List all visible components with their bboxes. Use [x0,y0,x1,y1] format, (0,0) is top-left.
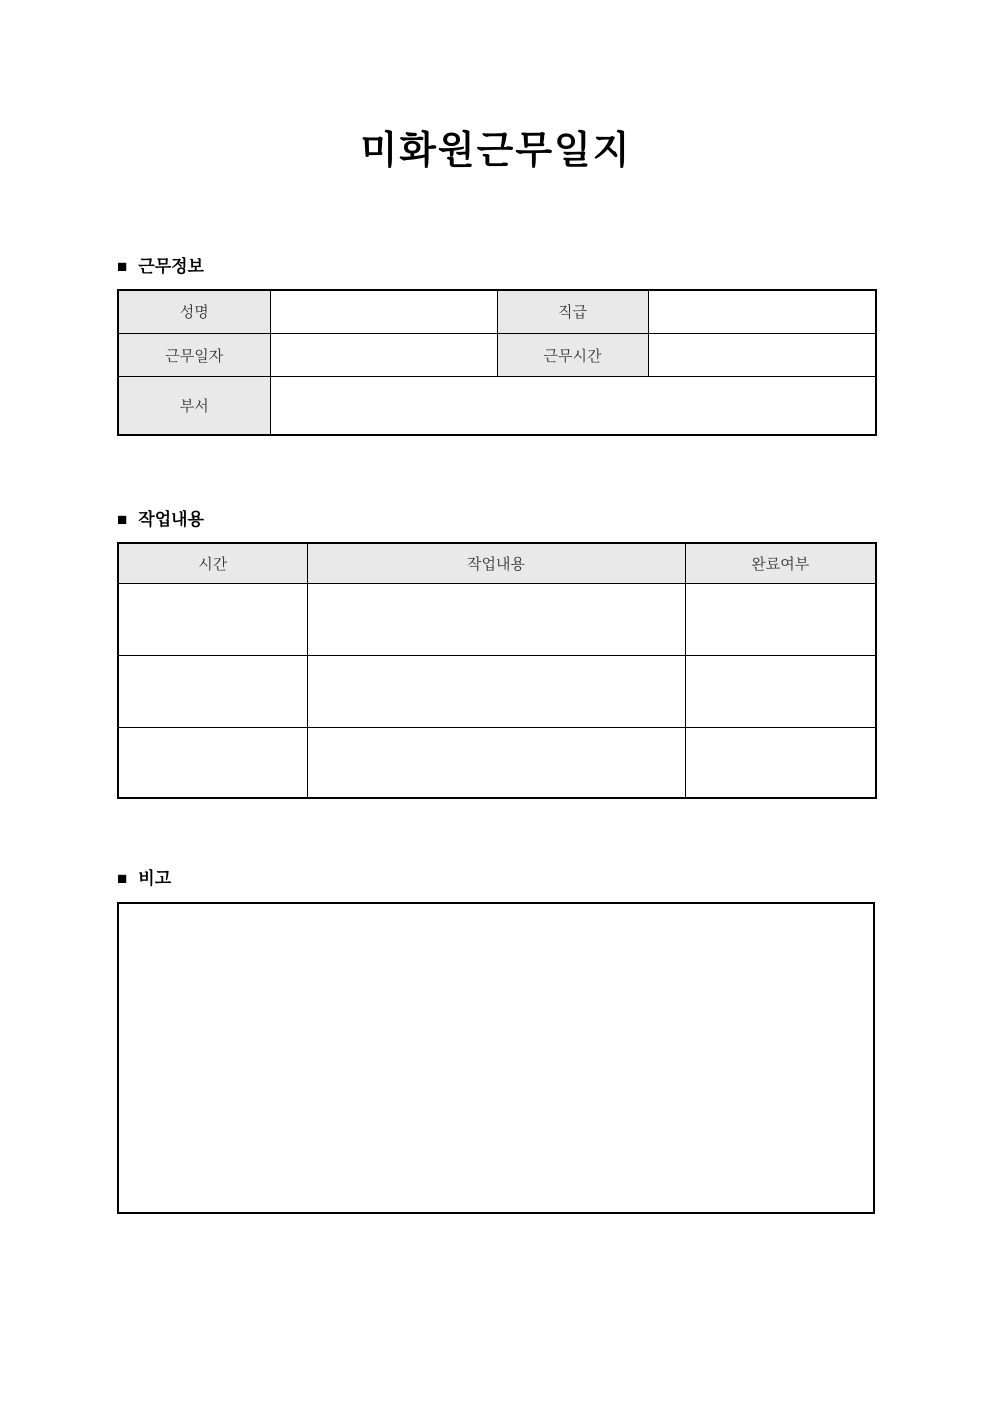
section-heading-work-log-label: 작업내용 [138,509,204,529]
table-row [118,728,876,798]
section-heading-work-log [117,509,875,531]
completed-input-cell[interactable] [685,728,876,798]
work-date-input-cell[interactable] [270,334,497,377]
square-bullet-icon: ■ [117,509,128,529]
position-label: 직급 [497,290,648,334]
work-date-label: 근무일자 [118,334,270,377]
department-label: 부서 [118,377,270,435]
time-input-cell[interactable] [118,728,307,798]
document-content [117,0,875,1214]
department-input-cell[interactable] [270,377,876,435]
work-hours-input-cell[interactable] [648,334,876,377]
completed-input-cell[interactable] [685,656,876,728]
square-bullet-icon: ■ [117,256,128,276]
section-work-log [117,509,875,799]
task-input-cell[interactable] [307,656,685,728]
table-row [118,656,876,728]
time-input-cell[interactable] [118,656,307,728]
task-column-header: 작업내용 [307,543,685,584]
table-row [118,584,876,656]
section-heading-remarks-label: 비고 [138,868,172,888]
table-header-row [118,543,876,584]
table-row [118,290,876,334]
section-remarks [117,868,875,1214]
section-work-info [117,256,875,436]
work-hours-label: 근무시간 [497,334,648,377]
name-input-cell[interactable] [270,290,497,334]
name-label: 성명 [118,290,270,334]
section-heading-work-info-label: 근무정보 [138,256,204,276]
work-log-table [117,542,877,799]
page-title: 미화원근무일지 [360,130,632,172]
time-column-header: 시간 [118,543,307,584]
completed-input-cell[interactable] [685,584,876,656]
section-heading-work-info [117,256,875,278]
position-input-cell[interactable] [648,290,876,334]
task-input-cell[interactable] [307,584,685,656]
remarks-box[interactable] [117,902,875,1214]
table-row [118,334,876,377]
task-input-cell[interactable] [307,728,685,798]
work-info-table [117,289,877,436]
time-input-cell[interactable] [118,584,307,656]
completed-column-header: 완료여부 [685,543,876,584]
table-row [118,377,876,435]
section-heading-remarks [117,868,875,890]
square-bullet-icon: ■ [117,868,128,888]
